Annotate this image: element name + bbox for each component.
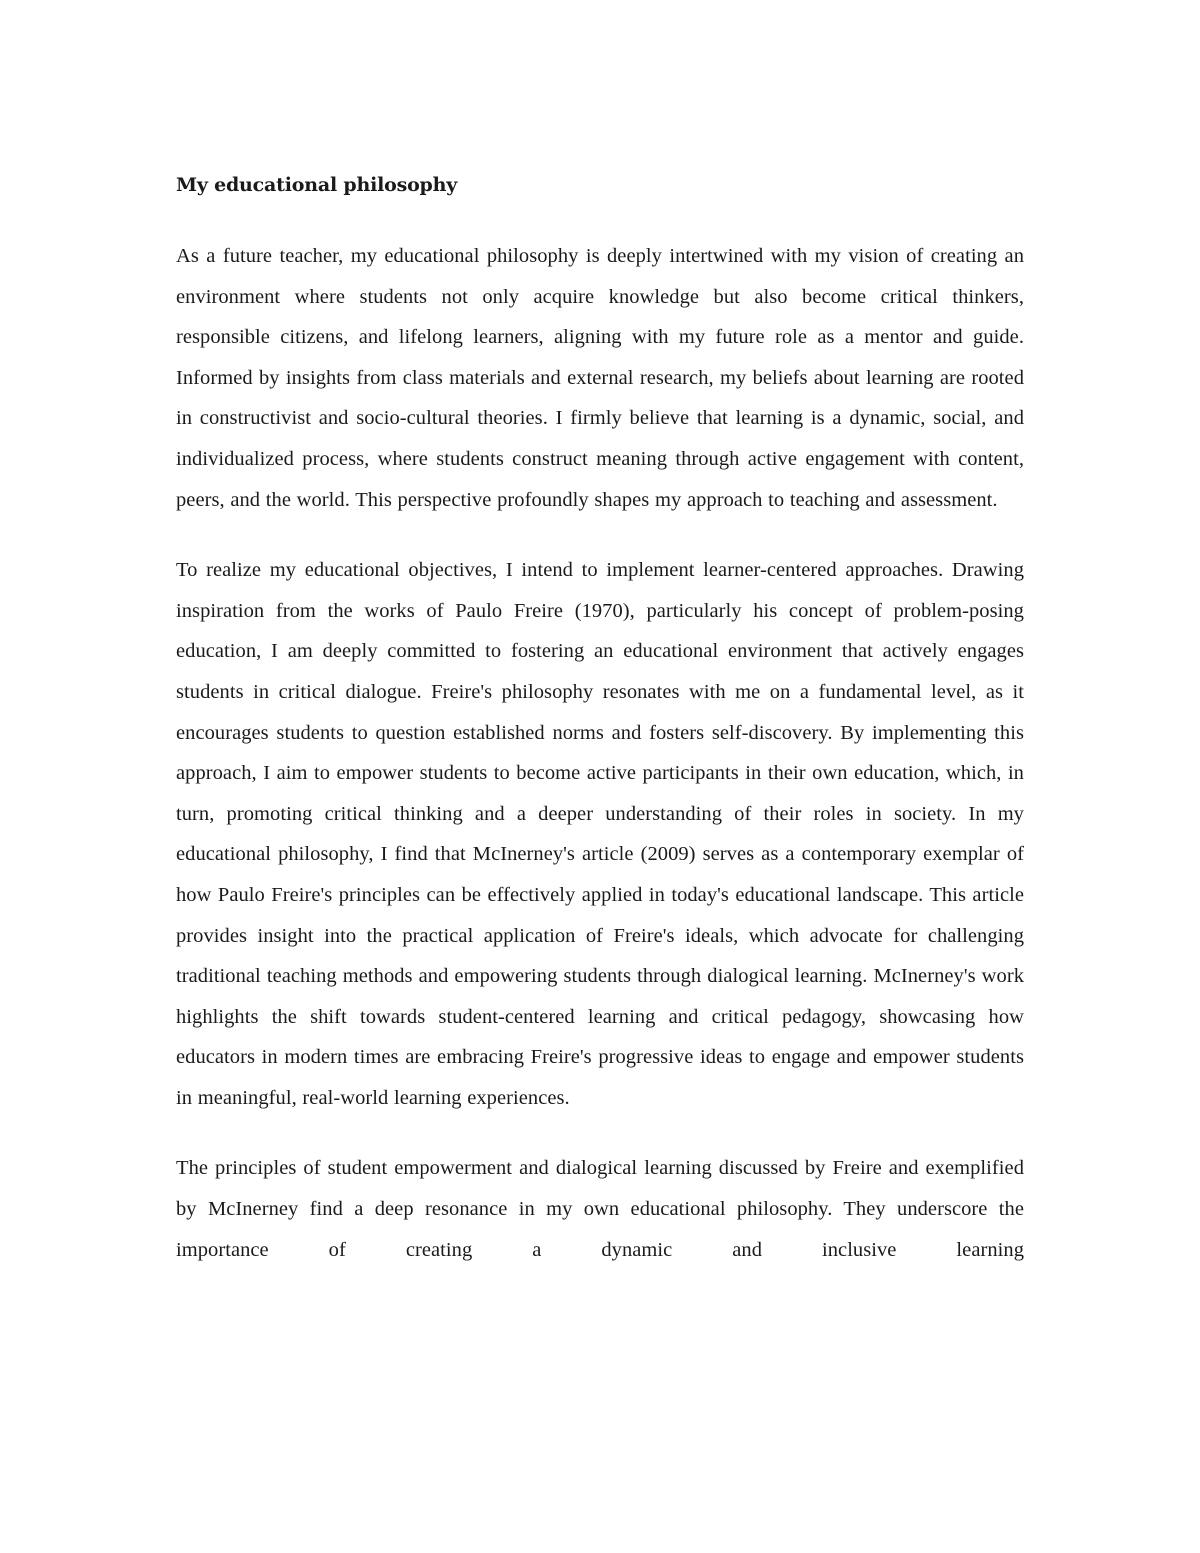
paragraph-2: To realize my educational objectives, I intend to implement learner-centered approaches. Drawing inspiration from the works of Paulo Freire (1970), particularly his concept of problem-posing education, I am deeply committed to fostering an educational environment that actively engages students in critical dialogue. Freire's philosophy resonates with me on a fundamental level, as it encourages students to question established norms and fosters self-discovery. By implementing this approach, I aim to empower students to become active participants in their own education, which, in turn, promoting critical thinking and a deeper understanding of their roles in society. In my educational philosophy, I find that McInerney's article (2009) serves as a contemporary exemplar of how Paulo Freire's principles can be effectively applied in today's educational landscape. This article provides insight into the practical application of Freire's ideals, which advocate for challenging traditional teaching methods and empowering students through dialogical learning. McInerney's work highlights the shift towards student-centered learning and critical pedagogy, showcasing how educators in modern times are embracing Freire's progressive ideas to engage and empower students in meaningful, real-world learning experiences. <box>176 559 1024 1109</box>
paragraph-1: As a future teacher, my educational philosophy is deeply intertwined with my vision of creating an environment where students not only acquire knowledge but also become critical thinkers, responsible citizens, and lifelong learners, aligning with my future role as a mentor and guide. Informed by insights from class materials and external research, my beliefs about learning are rooted in constructivist and socio-cultural theories. I firmly believe that learning is a dynamic, social, and individualized process, where students construct meaning through active engagement with content, peers, and the world. This perspective profoundly shapes my approach to teaching and assessment. <box>176 245 1024 511</box>
document-page <box>176 168 1024 1300</box>
document-title: My educational philosophy <box>176 174 458 196</box>
paragraph-3: The principles of student empowerment and dialogical learning discussed by Freire and exemplified by McInerney find a deep resonance in my own educational philosophy. They underscore the importance of creating a dynamic and inclusive learning <box>176 1157 1024 1261</box>
